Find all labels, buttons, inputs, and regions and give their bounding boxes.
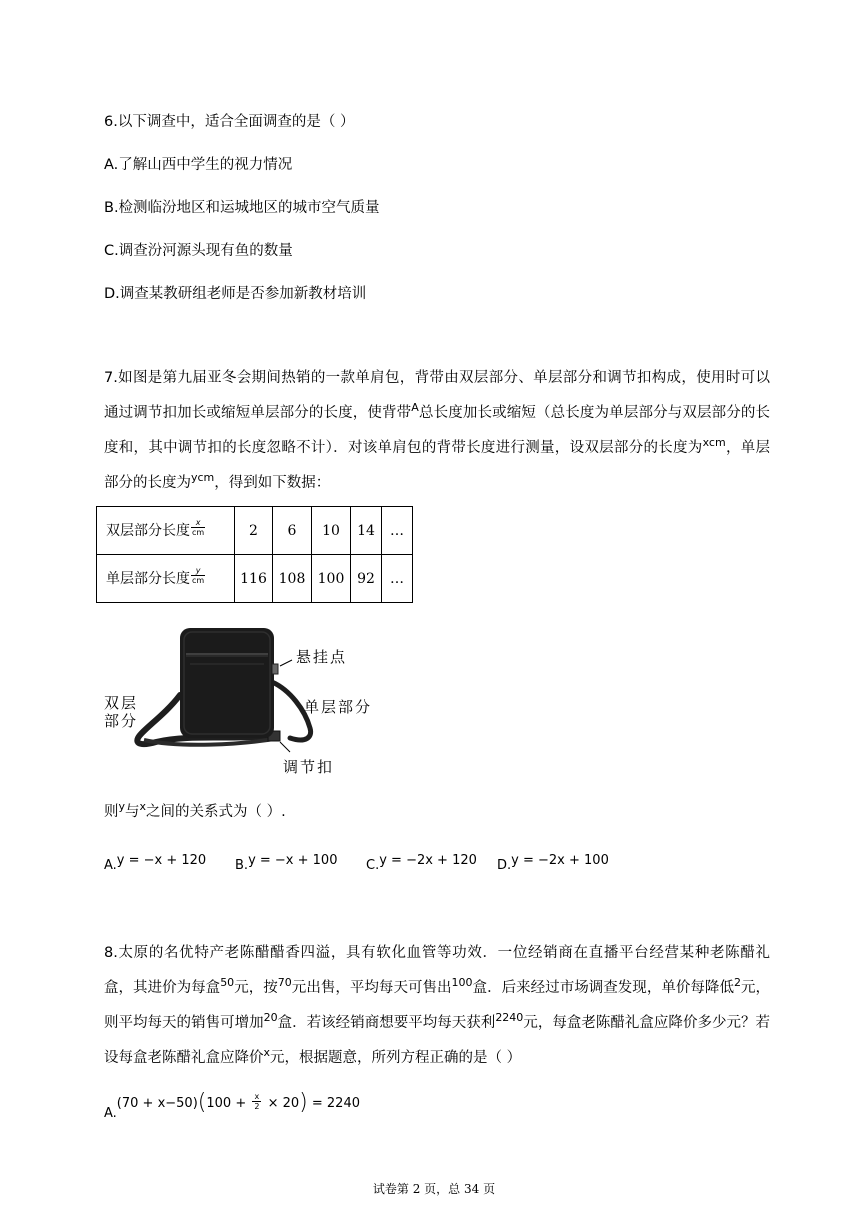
q7-option-b: B.y = −x + 100 bbox=[235, 853, 338, 873]
q7-paragraph bbox=[104, 361, 770, 501]
figure-label-buckle: 调节扣 bbox=[283, 758, 335, 776]
table-row2-header: 单层部分长度 $\frac{y}{cm}$ bbox=[97, 555, 235, 603]
table-cell: 14 bbox=[351, 507, 382, 555]
q7-text-2: 总长度加长或缩短（总长度为单层部分与双层部分的长度和，其中调节扣的长度忽略不计）．对该单肩包的背带长度进行测量，设双层部分的长度为 bbox=[104, 405, 771, 456]
table-row1-header: 双层部分长度 $\frac{x}{cm}$ bbox=[97, 507, 235, 555]
table-cell: 6 bbox=[273, 507, 312, 555]
table-row bbox=[97, 555, 413, 603]
q7-math-ycm: ycm bbox=[191, 471, 215, 484]
q7-option-a: A.y = −x + 120 bbox=[104, 853, 207, 873]
q7-math-a: A bbox=[411, 401, 419, 414]
table-cell: 108 bbox=[273, 555, 312, 603]
q7-math-xcm: xcm bbox=[702, 436, 726, 449]
q6-stem: 6.以下调查中，适合全面调查的是（ ） bbox=[104, 114, 355, 130]
q6-option-a: A.了解山西中学生的视力情况 bbox=[104, 157, 293, 173]
q6-option-d: D.调查某教研组老师是否参加新教材培训 bbox=[104, 286, 367, 302]
figure-label-single-part: 单层部分 bbox=[304, 698, 373, 716]
q8-option-a: A.(70 + x−50)(100 + $\frac{x}{2}$ × 20) = 2240 bbox=[104, 1090, 360, 1121]
q7-option-d: D.y = −2x + 100 bbox=[497, 853, 609, 873]
q7-question: 则$^y$与$^x$之间的关系式为（ ）. bbox=[104, 800, 286, 820]
table-cell: … bbox=[382, 555, 413, 603]
page-footer: 试卷第 2 页，总 34 页 bbox=[372, 1182, 496, 1196]
table-cell: … bbox=[382, 507, 413, 555]
figure-label-double-line1: 双层 bbox=[104, 694, 139, 712]
table-cell: 100 bbox=[312, 555, 351, 603]
table-cell: 10 bbox=[312, 507, 351, 555]
q7-text-1: 7.如图是第九届亚冬会期间热销的一款单肩包，背带由双层部分、单层部分和调节扣构成，使用时可以通过调节扣加长或缩短单层部分的长度，使背带 bbox=[104, 370, 770, 421]
figure-label-hanging-point: 悬挂点 bbox=[296, 648, 348, 666]
q7-text-3: ，单层部分的长度为 bbox=[104, 440, 771, 491]
q7-data-table bbox=[96, 506, 413, 603]
table-row bbox=[97, 507, 413, 555]
q7-text-4: ，得到如下数据： bbox=[214, 475, 331, 491]
q7-option-c: C.y = −2x + 120 bbox=[366, 853, 477, 873]
q6-option-c: C.调查汾河源头现有鱼的数量 bbox=[104, 243, 293, 259]
q8-paragraph: 8.太原的名优特产老陈醋醋香四溢，具有软化血管等功效．一位经销商在直播平台经营某种老陈醋礼盒，其进价为每盒$^{50}$元，按$^{70}$元出售，平均每天可售出$^{100}$盒．后来经过市场调查发现，单价每降低$^2$元，则平均每天的销售可增加$^{20}$盒．若该经销商想要平均每天获利$^{2240}$元，每盒老陈醋礼盒应降价多少元？若设每盒老陈醋礼盒应降价$^x$元，根据题意，所列方程正确的是（ ） bbox=[104, 945, 771, 1066]
table-cell: 2 bbox=[235, 507, 273, 555]
table-cell: 116 bbox=[235, 555, 273, 603]
q6-option-b: B.检测临汾地区和运城地区的城市空气质量 bbox=[104, 200, 380, 216]
figure-label-double-line2: 部分 bbox=[104, 712, 139, 730]
table-cell: 92 bbox=[351, 555, 382, 603]
